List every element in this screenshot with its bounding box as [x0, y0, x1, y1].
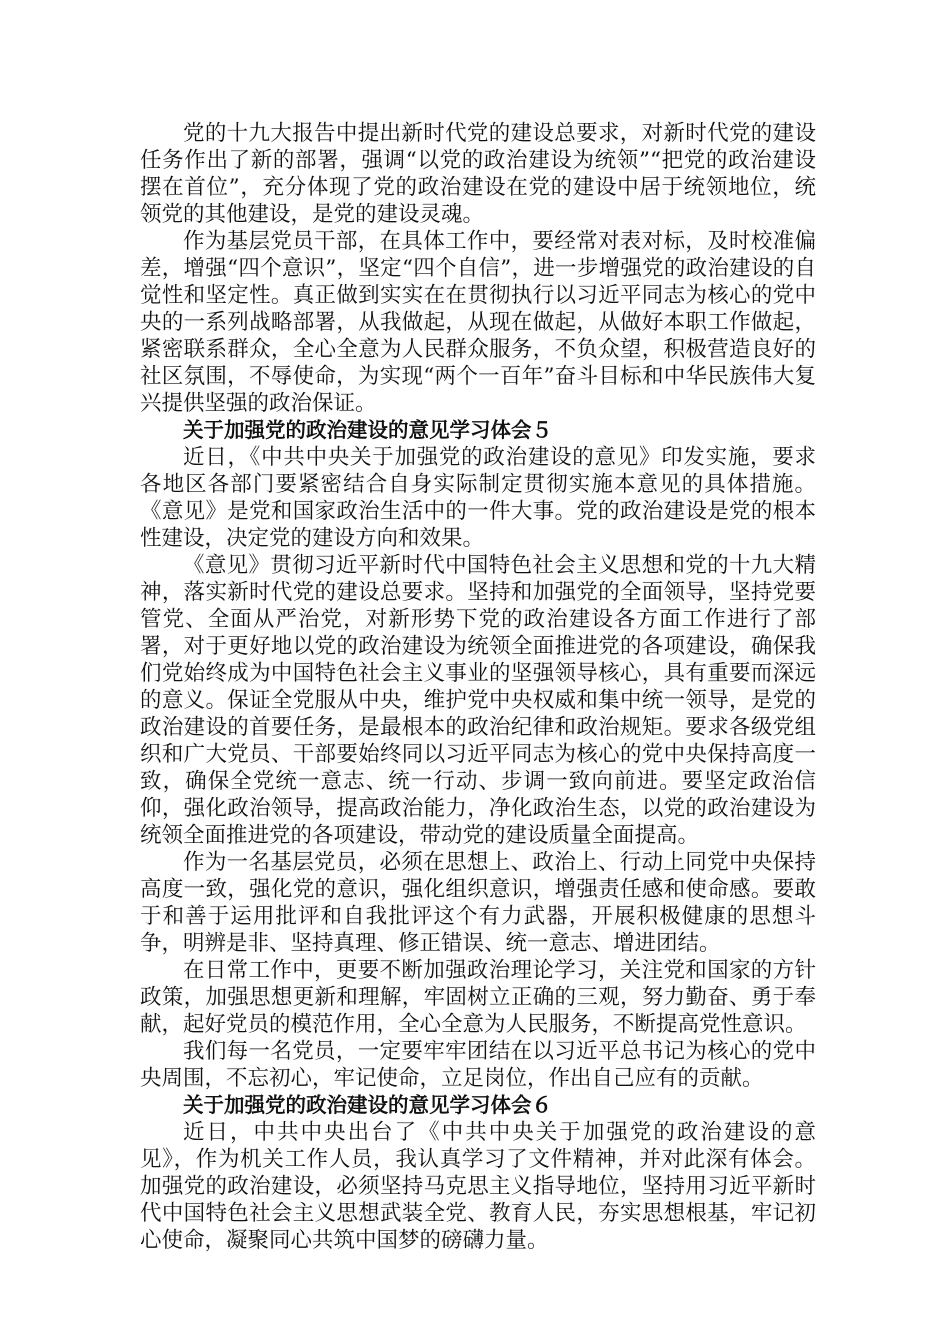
paragraph: 党的十九大报告中提出新时代党的建设总要求，对新时代党的建设任务作出了新的部署，强调“以党的政治建设为统领”“把党的政治建设摆在首位”，充分体现了党的政治建设在党的建设中居于统领地位，统领党的其他建设，是党的建设灵魂。: [140, 121, 816, 227]
section-heading: 关于加强党的政治建设的意见学习体会５: [183, 418, 552, 442]
section-heading: 关于加强党的政治建设的意见学习体会６: [183, 1093, 552, 1117]
paragraph: 我们每一名党员，一定要牢牢团结在以习近平总书记为核心的党中央周围，不忘初心，牢记使命，立足岗位，作出自己应有的贡献。: [140, 1039, 816, 1091]
paragraph: 《意见》贯彻习近平新时代中国特色社会主义思想和党的十九大精神，落实新时代党的建设总要求。坚持和加强党的全面领导，坚持党要管党、全面从严治党，对新形势下党的政治建设各方面工作进行了部署，对于更好地以党的政治建设为统领全面推进党的各项建设，确保我们党始终成为中国特色社会主义事业的坚强领导核心，具有重要而深远的意义。保证全党服从中央，维护党中央权威和集中统一领导，是党的政治建设的首要任务，是最根本的政治纪律和政治规矩。要求各级党组织和广大党员、干部要始终同以习近平同志为核心的党中央保持高度一致，确保全党统一意志、统一行动、步调一致向前进。要坚定政治信仰，强化政治领导，提高政治能力，净化政治生态，以党的政治建设为统领全面推进党的各项建设，带动党的建设质量全面提高。: [140, 553, 816, 848]
paragraph: 近日，中共中央出台了《中共中央关于加强党的政治建设的意见》，作为机关工作人员，我认真学习了文件精神，并对此深有体会。加强党的政治建设，必须坚持马克思主义指导地位，坚持用习近平新时代中国特色社会主义思想武装全党、教育人民，夯实思想根基，牢记初心使命，凝聚同心共筑中国梦的磅礴力量。: [140, 1120, 816, 1253]
paragraph: 作为一名基层党员，必须在思想上、政治上、行动上同党中央保持高度一致，强化党的意识，强化组织意识，增强责任感和使命感。要敢于和善于运用批评和自我批评这个有力武器，开展积极健康的思想斗争，明辨是非、坚持真理、修正错误、统一意志、增进团结。: [140, 850, 816, 956]
document-body: [140, 120, 816, 1254]
paragraph: 在日常工作中，更要不断加强政治理论学习，关注党和国家的方针政策，加强思想更新和理解，牢固树立正确的三观，努力勤奋、勇于奉献，起好党员的模范作用，全心全意为人民服务，不断提高党性意识。: [140, 958, 816, 1037]
paragraph: 作为基层党员干部，在具体工作中，要经常对表对标，及时校准偏差，增强“四个意识”，坚定“四个自信”，进一步增强党的政治建设的自觉性和坚定性。真正做到实实在在贯彻执行以习近平同志为核心的党中央的一系列战略部署，从我做起，从现在做起，从做好本职工作做起，紧密联系群众，全心全意为人民群众服务，不负众望，积极营造良好的社区氛围，不辱使命，为实现“两个一百年”奋斗目标和中华民族伟大复兴提供坚强的政治保证。: [140, 229, 816, 416]
paragraph: 近日，《中共中央关于加强党的政治建设的意见》印发实施，要求各地区各部门要紧密结合自身实际制定贯彻实施本意见的具体措施。《意见》是党和国家政治生活中的一件大事。党的政治建设是党的根本性建设，决定党的建设方向和效果。: [140, 445, 816, 551]
